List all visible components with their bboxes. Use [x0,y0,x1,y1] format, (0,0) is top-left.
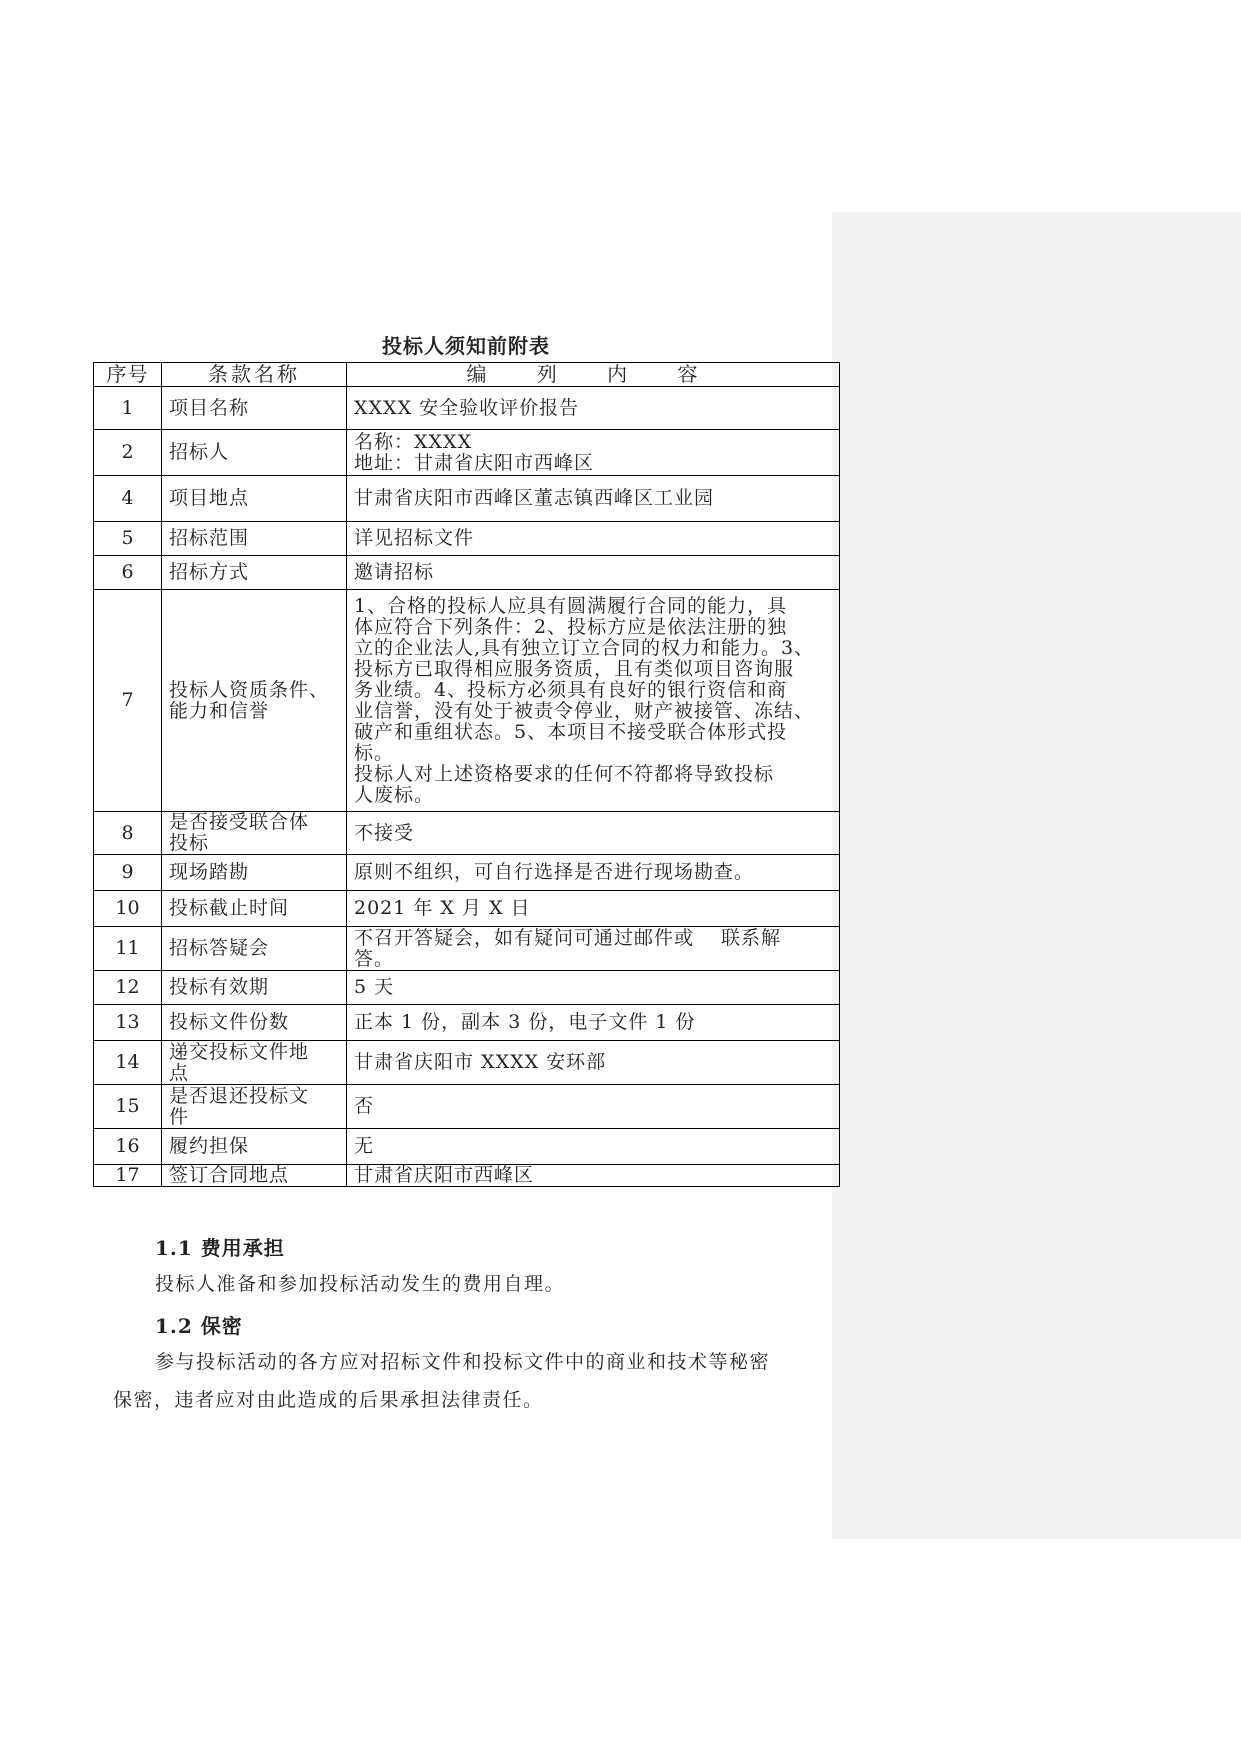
cell-content [347,891,840,927]
cell-seq: 5 [94,522,162,556]
content-line: 投标方已取得相应服务资质，且有类似项目咨询服 [354,657,795,680]
table-row [94,590,840,812]
table-body [94,387,840,1187]
clause-name-line: 现场踏勘 [169,861,250,883]
cell-clause-name [162,1041,347,1085]
cell-seq: 1 [94,387,162,430]
table-row [94,1005,840,1041]
cell-clause-name [162,476,347,522]
clause-name-line: 招标答疑会 [169,937,270,959]
cell-content [347,1005,840,1041]
cell-clause-name [162,1005,347,1041]
clause-name-line: 点 [169,1061,190,1084]
cell-seq: 2 [94,430,162,476]
cell-seq: 7 [94,590,162,812]
cell-content [347,430,840,476]
content-line: 1、合格的投标人应具有圆满履行合同的能力，具 [354,594,788,617]
comment-panel [832,212,1241,1539]
cell-content [347,812,840,855]
content-line: 标。 [354,741,395,764]
content-line: 甘肃省庆阳市西峰区 [354,1164,535,1186]
cell-seq: 10 [94,891,162,927]
table-row [94,891,840,927]
cell-clause-name [162,971,347,1005]
clause-name-line: 能力和信誉 [169,699,270,722]
cell-clause-name [162,927,347,971]
cell-clause-name [162,1129,347,1165]
content-line: 甘肃省庆阳市西峰区董志镇西峰区工业园 [354,487,715,509]
clause-name-line: 投标文件份数 [169,1011,290,1033]
table-row [94,927,840,971]
cell-clause-name [162,855,347,891]
content-line: 甘肃省庆阳市 XXXX 安环部 [354,1051,607,1073]
cell-seq: 16 [94,1129,162,1165]
clause-name-line: 件 [169,1105,190,1128]
section-1-1-paragraph: 投标人准备和参加投标活动发生的费用自理。 [155,1273,566,1295]
content-line: 名称：XXXX [354,430,473,453]
header-clause-name: 条款名称 [162,363,347,387]
cell-content [347,522,840,556]
clause-name-line: 签订合同地点 [169,1164,290,1186]
cell-clause-name [162,556,347,590]
cell-seq: 15 [94,1085,162,1129]
cell-clause-name [162,522,347,556]
clause-name-line: 招标范围 [169,527,250,549]
content-line: 否 [354,1095,375,1117]
content-line: 邀请招标 [354,561,435,583]
content-line: 体应符合下列条件：2、投标方应是依法注册的独 [354,615,788,638]
clause-name-line: 投标有效期 [169,976,270,998]
section-1-2-paragraph-line-2: 保密，违者应对由此造成的后果承担法律责任。 [113,1389,544,1411]
clause-name-line: 是否退还投标文 [169,1084,310,1107]
content-line: 不接受 [354,821,415,844]
content-line: 投标人对上述资格要求的任何不符都将导致投标 [354,762,775,785]
cell-content [347,1165,840,1187]
clause-name-line: 履约担保 [169,1135,250,1157]
content-line: 正本 1 份，副本 3 份，电子文件 1 份 [354,1011,696,1033]
table-row [94,855,840,891]
cell-clause-name [162,387,347,430]
clause-name-line: 是否接受联合体 [169,811,310,833]
content-line: 破产和重组状态。5、本项目不接受联合体形式投 [354,720,788,743]
clause-name-line: 递交投标文件地 [169,1040,310,1063]
table-row [94,1041,840,1085]
cell-content [347,590,840,812]
clause-name-line: 投标人资质条件、 [169,678,330,701]
cell-seq: 12 [94,971,162,1005]
content-line: 原则不组织，可自行选择是否进行现场勘查。 [354,861,755,883]
header-seq: 序号 [94,363,162,387]
cell-clause-name [162,1165,347,1187]
table-row [94,522,840,556]
cell-clause-name [162,1085,347,1129]
content-line: 地址：甘肃省庆阳市西峰区 [354,451,595,474]
content-line: 人废标。 [354,783,435,806]
section-1-2-paragraph-line-1: 参与投标活动的各方应对招标文件和投标文件中的商业和技术等秘密 [155,1351,771,1373]
clause-name-line: 项目地点 [169,487,250,509]
content-line: 详见招标文件 [354,527,475,549]
cell-content [347,927,840,971]
cell-clause-name [162,590,347,812]
content-line: 5 天 [354,976,395,998]
clause-name-line: 投标截止时间 [169,897,290,919]
cell-clause-name [162,430,347,476]
clause-name-line: 招标人 [169,441,230,463]
content-line: 答。 [354,947,395,970]
table-row [94,971,840,1005]
content-line: 无 [354,1135,375,1157]
cell-seq: 8 [94,812,162,855]
content-line: 务业绩。4、投标方必须具有良好的银行资信和商 [354,678,788,701]
content-line: 2021 年 X 月 X 日 [354,897,531,919]
cell-seq: 9 [94,855,162,891]
table-row [94,1085,840,1129]
cell-content [347,855,840,891]
table-row [94,812,840,855]
bidder-notice-table [93,362,840,1187]
clause-name-line: 投标 [169,832,210,854]
content-line: 业信誉，没有处于被责令停业，财产被接管、冻结、 [354,699,815,722]
content-line: 不召开答疑会，如有疑问可通过邮件或 联系解 [354,926,782,949]
cell-content [347,556,840,590]
cell-content [347,387,840,430]
table-header-row [94,363,840,387]
cell-content [347,971,840,1005]
cell-seq: 14 [94,1041,162,1085]
table-row [94,1129,840,1165]
table-row [94,1165,840,1187]
section-heading-1-1: 1.1 费用承担 [155,1236,285,1260]
cell-content [347,1041,840,1085]
clause-name-line: 项目名称 [169,396,250,419]
cell-seq: 17 [94,1165,162,1187]
table-row [94,430,840,476]
cell-seq: 4 [94,476,162,522]
cell-seq: 6 [94,556,162,590]
cell-content [347,476,840,522]
cell-clause-name [162,812,347,855]
cell-content [347,1085,840,1129]
header-content: 编 列 内 容 [347,363,840,387]
table-row [94,556,840,590]
content-line: XXXX 安全验收评价报告 [354,396,580,419]
document-title: 投标人须知前附表 [382,334,550,358]
cell-content [347,1129,840,1165]
content-line: 立的企业法人,具有独立订立合同的权力和能力。3、 [354,636,815,659]
cell-seq: 11 [94,927,162,971]
clause-name-line: 招标方式 [169,561,250,583]
cell-clause-name [162,891,347,927]
table-row [94,476,840,522]
table-row [94,387,840,430]
cell-seq: 13 [94,1005,162,1041]
section-heading-1-2: 1.2 保密 [155,1314,243,1338]
